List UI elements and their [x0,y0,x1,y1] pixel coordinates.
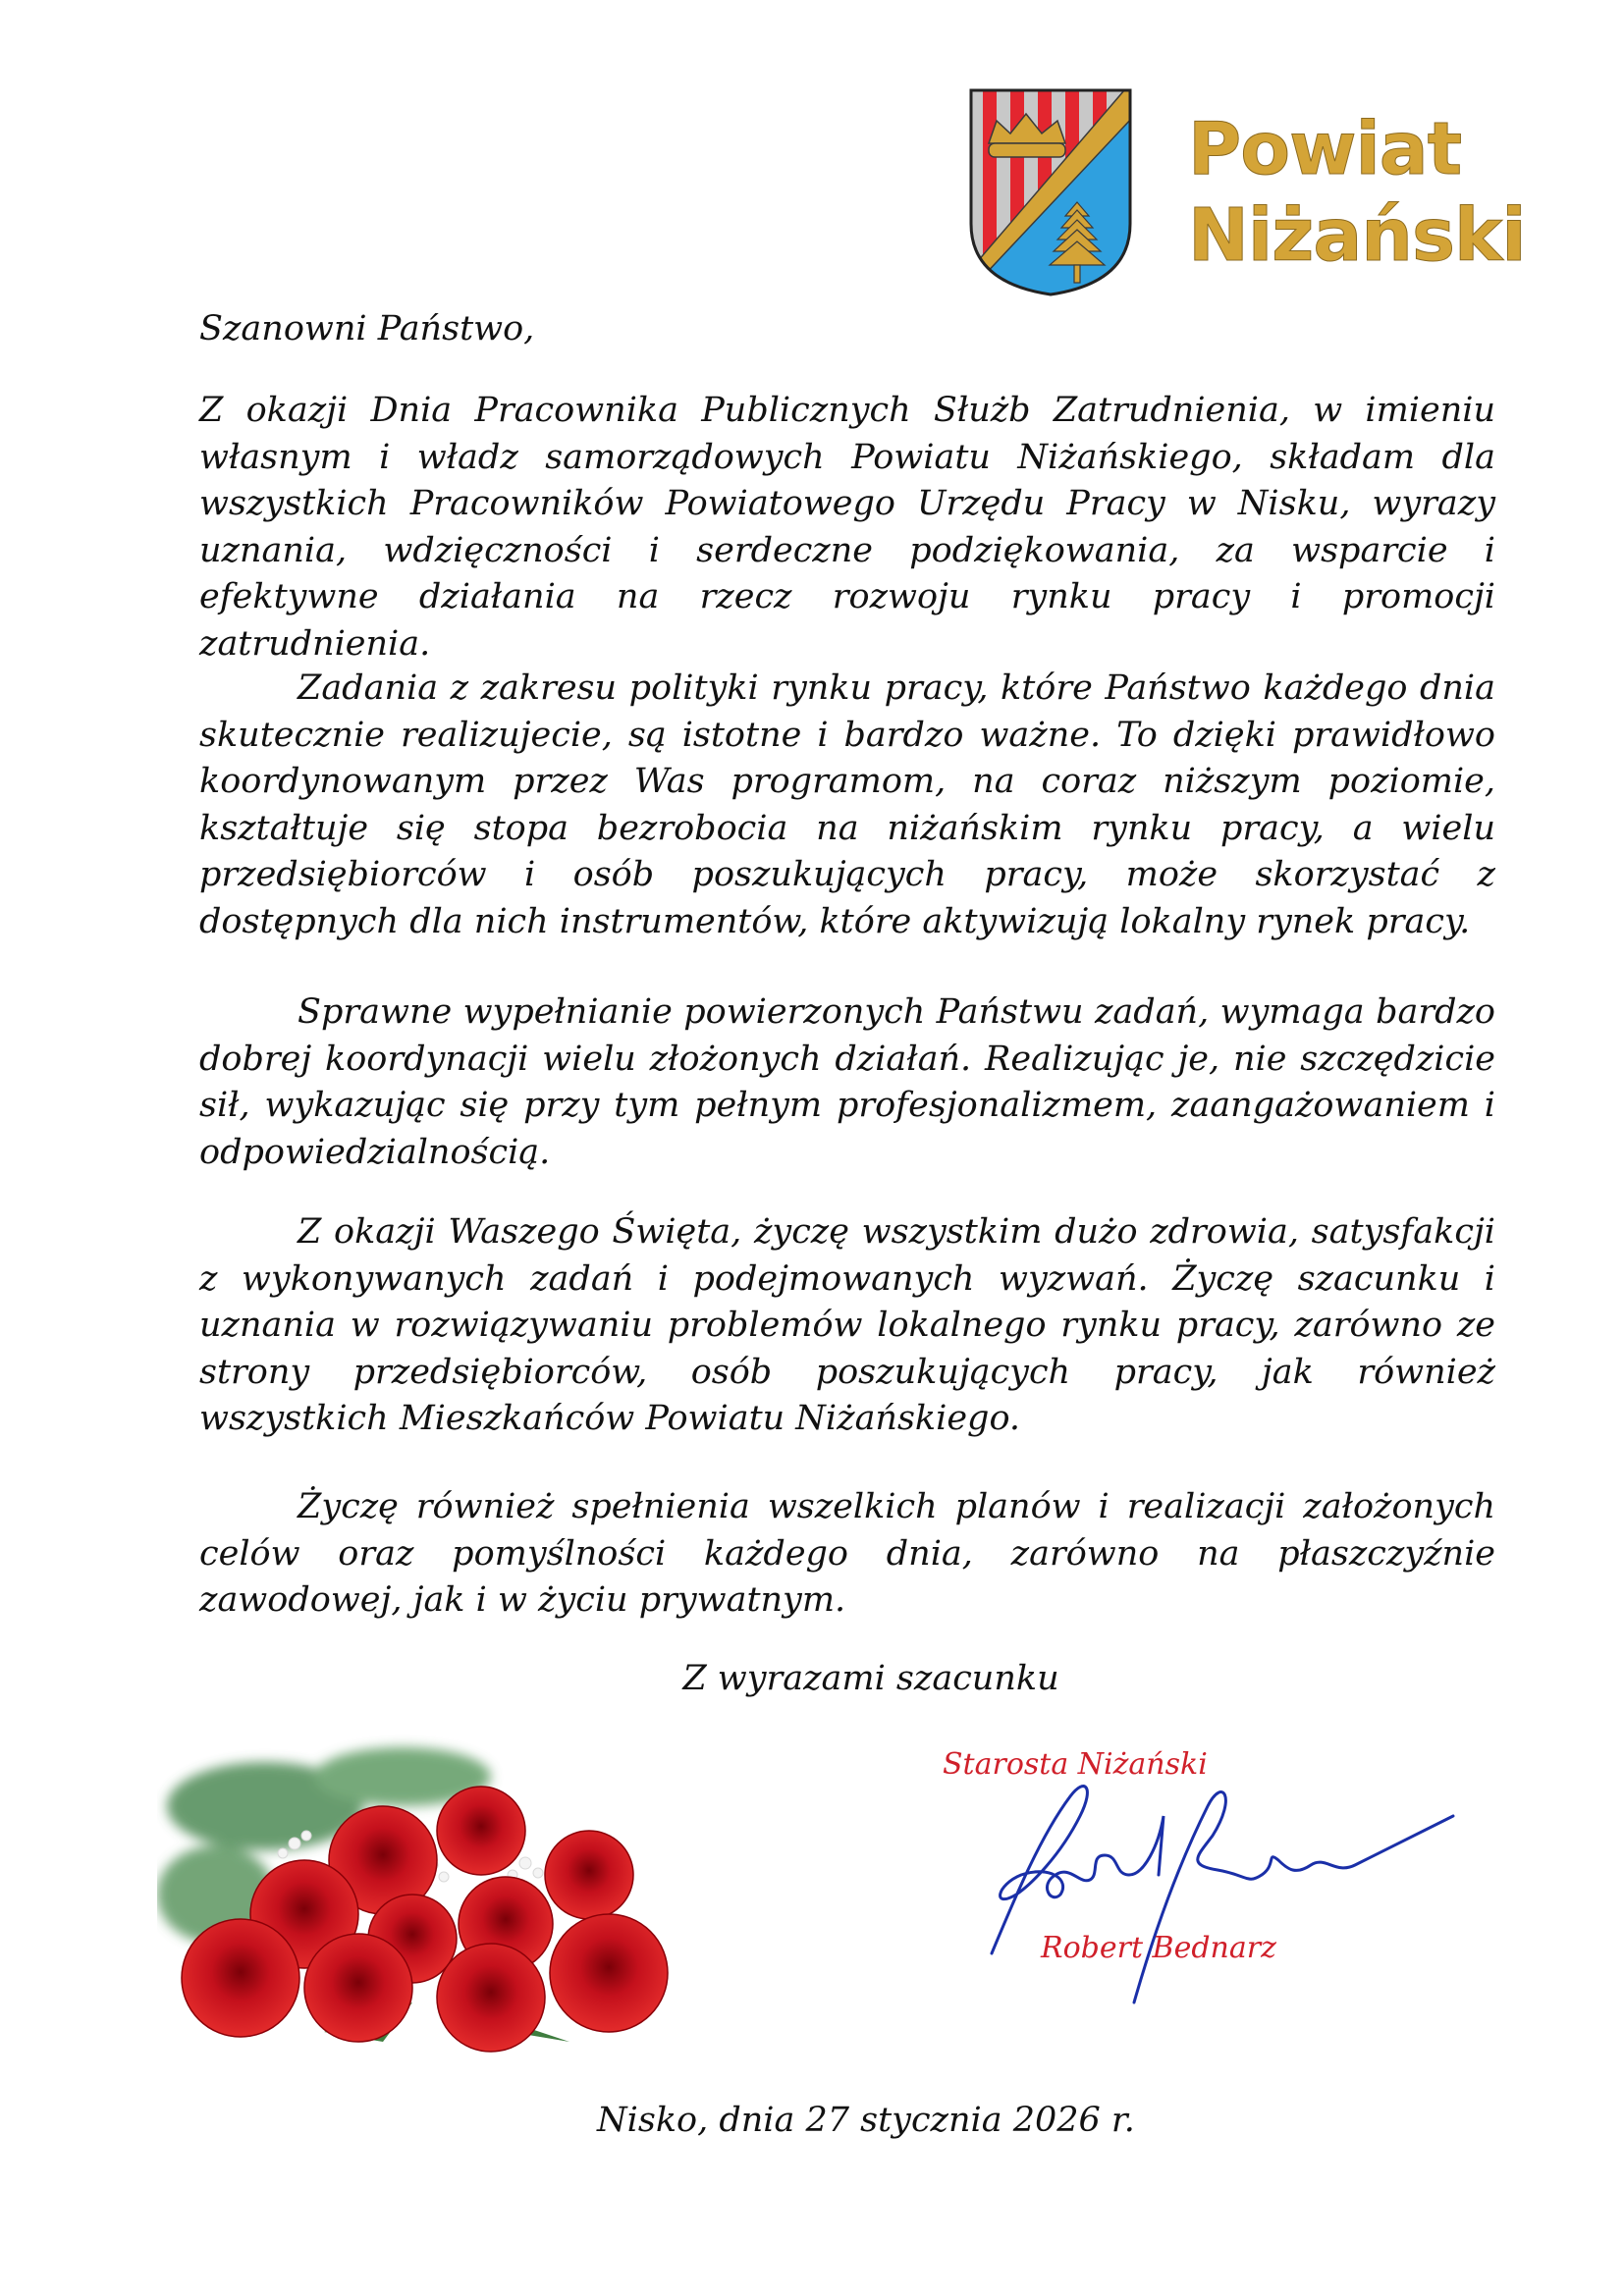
roses-bouquet-image [157,1718,687,2061]
greeting: Szanowni Państwo, [199,309,535,348]
handwritten-signature-icon [923,1737,1492,2022]
logo-line-2: Niżański [1188,193,1526,278]
logo-text [1188,106,1526,279]
place-and-date: Nisko, dnia 27 stycznia 2026 r. [597,2101,1135,2140]
signer-name: Robert Bednarz [1041,1931,1276,1965]
paragraph-1: Z okazji Dnia Pracownika Publicznych Służb Zatrudnienia, w imieniu własnym i władz samorządowych Powiatu Niżańskiego, składam dla wszystkich Pracowników Powiatowego Urzędu Pracy w Nisku, wyrazy uznania, wdzięczności i serdeczne podziękowania, za wsparcie i efektywne działania na rzecz rozwoju rynku pracy i promocji zatrudnienia. [199,391,1495,664]
paragraph-2: Zadania z zakresu polityki rynku pracy, które Państwo każdego dnia skutecznie realizujecie, są istotne i bardzo ważne. To dzięki prawidłowo koordynowanym przez Was programom, na coraz niższym poziomie, kształtuje się stopa bezrobocia na niżańskim rynku pracy, a wielu przedsiębiorców i osób poszukujących pracy, może skorzystać z dostępnych dla nich instrumentów, które aktywizują lokalny rynek pracy. [199,668,1495,941]
closing: Z wyrazami szacunku [682,1659,1059,1698]
signer-title: Starosta Niżański [943,1747,1208,1782]
logo-line-1: Powiat [1188,107,1462,191]
paragraph-3: Sprawne wypełnianie powierzonych Państwu zadań, wymaga bardzo dobrej koordynacji wielu złożonych działań. Realizując je, nie szczędzicie sił, wykazując się przy tym pełnym profesjonalizmem, zaangażowaniem i odpowiedzialnością. [199,992,1495,1172]
powiat-logo [967,86,1526,302]
coat-of-arms-icon [967,86,1134,297]
paragraph-4: Z okazji Waszego Święta, życzę wszystkim dużo zdrowia, satysfakcji z wykonywanych zadań i podejmowanych wyzwań. Życzę szacunku i uznania w rozwiązywaniu problemów lokalnego rynku pracy, zarówno ze strony przedsiębiorców, osób poszukujących pracy, jak również wszystkich Mieszkańców Powiatu Niżańskiego. [199,1212,1495,1438]
paragraph-5: Życzę również spełnienia wszelkich planów i realizacji założonych celów oraz pomyślności każdego dnia, zarówno na płaszczyźnie zawodowej, jak i w życiu prywatnym. [199,1487,1495,1620]
signature-block [923,1737,1492,2022]
